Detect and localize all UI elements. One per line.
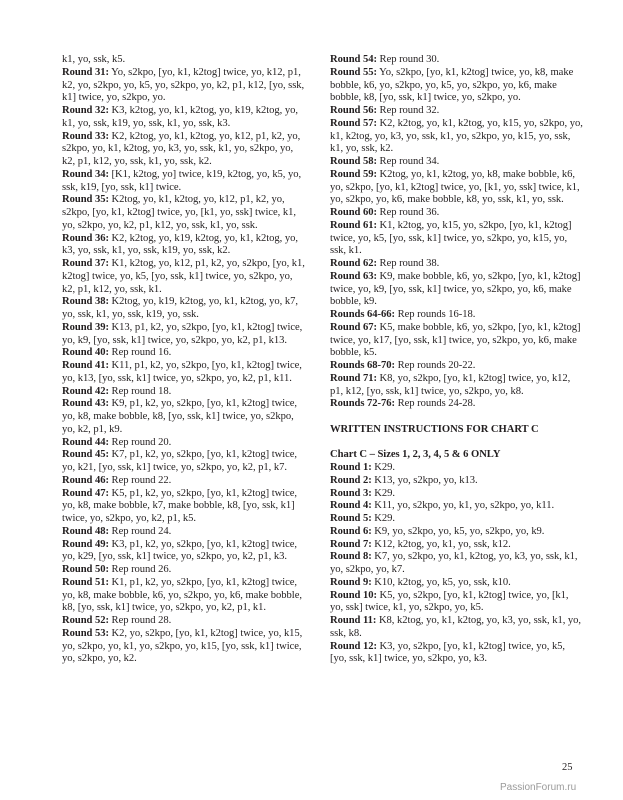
round-label: Round 63: <box>330 270 377 282</box>
round-text: Rep round 36. <box>376 207 440 218</box>
instruction-entry <box>330 271 584 309</box>
round-label: Round 59: <box>330 168 377 180</box>
round-label: Round 37: <box>62 258 109 269</box>
instruction-entry <box>330 207 584 220</box>
round-label: Round 61: <box>330 219 377 231</box>
instruction-entry <box>330 462 584 475</box>
round-text: K29. <box>371 462 395 473</box>
instruction-entry <box>62 194 307 232</box>
round-text: K3, p1, k2, yo, s2kpo, [yo, k1, k2tog] twice, yo, k29, [yo, ssk, k1] twice, yo, s2kpo, yo, k2, p1, k3. <box>62 538 298 563</box>
instruction-entry <box>62 539 307 565</box>
round-label: Round 71: <box>330 372 377 384</box>
round-text: K3, yo, s2kpo, [yo, k1, k2tog] twice, yo, k5, [yo, ssk, k1] twice, yo, s2kpo, yo, k3. <box>330 640 566 665</box>
instruction-entry <box>330 590 584 616</box>
instruction-entry <box>62 322 307 348</box>
left-column <box>62 54 307 666</box>
round-label: Round 7: <box>330 538 372 550</box>
round-label: Round 67: <box>330 321 377 333</box>
instruction-entry <box>330 373 584 399</box>
round-text: K2tog, yo, k19, k2tog, yo, k1, k2tog, yo, k7, yo, ssk, k1, yo, ssk, k19, yo, ssk. <box>62 296 298 320</box>
round-label: Round 47: <box>62 487 109 499</box>
instruction-entry <box>62 577 307 615</box>
instruction-entry <box>62 296 307 322</box>
round-text: K3, k2tog, yo, k1, k2tog, yo, k19, k2tog, yo, k1, yo, ssk, k19, yo, ssk, k1, yo, ssk, k3. <box>62 105 298 129</box>
spacer <box>330 411 584 424</box>
round-label: Round 2: <box>330 474 372 486</box>
round-text: Rep round 38. <box>376 258 440 269</box>
round-label: Round 51: <box>62 576 109 588</box>
round-text: K5, p1, k2, yo, s2kpo, [yo, k1, k2tog] twice, yo, k8, make bobble, k7, make bobble, k8, [yo, ssk, k1] twice, yo, s2kpo, yo, k2, p1, k5. <box>62 487 298 524</box>
instruction-entry <box>330 488 584 501</box>
round-text: K9, make bobble, k6, yo, s2kpo, [yo, k1, k2tog] twice, yo, k9, [yo, ssk, k1] twice, yo, s2kpo, yo, k6, make bobble, k9. <box>330 270 581 308</box>
round-label: Round 45: <box>62 449 109 461</box>
round-label: Round 34: <box>62 168 109 180</box>
round-label: Round 54: <box>330 54 377 65</box>
round-text: K13, yo, s2kpo, yo, k13. <box>371 474 478 486</box>
instruction-entry <box>62 628 307 666</box>
round-label: Round 60: <box>330 207 377 218</box>
instruction-entry <box>330 169 584 207</box>
round-text: K2, k2tog, yo, k1, k2tog, yo, k12, p1, k2, yo, s2kpo, yo, k1, k2tog, yo, k3, yo, ssk, k1, yo, s2kpo, yo, k2, p1, k12, yo, ssk, k1, yo, ssk, k2. <box>62 130 301 167</box>
instruction-entry <box>330 551 584 577</box>
instruction-entry <box>330 322 584 360</box>
round-label: Round 35: <box>62 194 109 206</box>
round-text: K10, k2tog, yo, k5, yo, ssk, k10. <box>371 576 511 588</box>
round-label: Round 56: <box>330 105 377 116</box>
round-text: K2, k2tog, yo, k19, k2tog, yo, k1, k2tog, yo, k3, yo, ssk, k1, yo, ssk, k19, yo, ssk, k2. <box>62 232 298 257</box>
round-label: Round 32: <box>62 105 109 116</box>
instruction-entry <box>62 615 307 628</box>
round-label: Rounds 72-76: <box>330 398 395 410</box>
instruction-entry <box>330 641 584 667</box>
round-label: Round 10: <box>330 589 377 601</box>
round-label: Round 38: <box>62 296 109 308</box>
instruction-entry <box>330 615 584 641</box>
round-text: K1, k2tog, yo, k12, p1, k2, yo, s2kpo, [yo, k1, k2tog] twice, yo, k5, [yo, ssk, k1] twice, yo, s2kpo, yo, k2, p1, k12, yo, ssk, k1. <box>62 258 305 295</box>
round-text: K8, yo, s2kpo, [yo, k1, k2tog] twice, yo, k12, p1, k12, [yo, ssk, k1] twice, yo, s2kpo, yo, k8. <box>330 372 571 397</box>
round-text: k1, yo, ssk, k5. <box>62 54 126 65</box>
round-text: K13, p1, k2, yo, s2kpo, [yo, k1, k2tog] twice, yo, k9, [yo, ssk, k1] twice, yo, s2kpo, yo, k2, p1, k13. <box>62 321 303 346</box>
instruction-entry <box>62 386 307 399</box>
instruction-entry <box>330 156 584 169</box>
round-label: Rounds 68-70: <box>330 360 395 371</box>
page-number: 25 <box>562 762 573 773</box>
round-text: K2, yo, s2kpo, [yo, k1, k2tog] twice, yo, k15, yo, s2kpo, yo, k1, yo, s2kpo, yo, k15, [yo, ssk, k1] twice, yo, s2kpo, yo, k2. <box>62 627 303 665</box>
round-label: Round 39: <box>62 321 109 333</box>
round-label: Round 53: <box>62 627 109 639</box>
instruction-entry <box>330 475 584 488</box>
round-label: Round 42: <box>62 385 109 397</box>
round-label: Round 40: <box>62 347 109 359</box>
round-label: Round 41: <box>62 360 109 371</box>
round-label: Round 8: <box>330 551 372 563</box>
sub-heading: Chart C – Sizes 1, 2, 3, 4, 5 & 6 ONLY <box>330 449 501 461</box>
instruction-entry <box>62 488 307 526</box>
instruction-entry <box>330 577 584 590</box>
round-text: Rep round 16. <box>108 347 172 359</box>
round-label: Round 12: <box>330 640 377 652</box>
round-text: Rep round 26. <box>108 564 172 575</box>
round-label: Round 58: <box>330 156 377 167</box>
instruction-entry <box>330 258 584 271</box>
round-text: K29. <box>371 487 395 499</box>
instruction-entry <box>330 398 584 411</box>
round-text: Rep rounds 16-18. <box>395 309 476 320</box>
instruction-entry <box>330 220 584 258</box>
instruction-entry <box>330 526 584 539</box>
round-text: Rep round 32. <box>376 105 440 116</box>
round-text: K1, p1, k2, yo, s2kpo, [yo, k1, k2tog] twice, yo, k8, make bobble, k6, yo, s2kpo, yo, k6, make bobble, k8, [yo, ssk, k1] twice, yo, s2kpo, yo, k2, p1, k1. <box>62 576 302 614</box>
instruction-entry <box>62 54 307 67</box>
round-label: Round 52: <box>62 615 109 626</box>
round-text: Rep round 34. <box>376 156 440 167</box>
instruction-entry <box>330 500 584 513</box>
round-text: Rep rounds 24-28. <box>395 398 476 410</box>
round-text: K2tog, yo, k1, k2tog, yo, k12, p1, k2, yo, s2kpo, [yo, k1, k2tog] twice, yo, [k1, yo, ssk] twice, k1, yo, s2kpo, yo, k2, p1, k12, yo, ssk, k1, yo, ssk. <box>62 194 296 231</box>
round-text: [K1, k2tog, yo] twice, k19, k2tog, yo, k5, yo, ssk, k19, [yo, ssk, k1] twice. <box>62 168 302 193</box>
instruction-entry <box>62 475 307 488</box>
round-text: Rep round 28. <box>108 615 172 626</box>
round-text: K8, k2tog, yo, k1, k2tog, yo, k3, yo, ssk, k1, yo, ssk, k8. <box>330 615 581 639</box>
instruction-entry <box>62 258 307 296</box>
round-text: Yo, s2kpo, [yo, k1, k2tog] twice, yo, k12, p1, k2, yo, s2kpo, yo, k5, yo, s2kpo, yo, k2, p1, k12, [yo, ssk, k1] twice, yo, s2kpo, yo. <box>62 66 305 104</box>
instruction-entry <box>330 539 584 552</box>
spacer <box>330 437 584 450</box>
round-label: Round 31: <box>62 66 109 78</box>
instruction-entry <box>62 67 307 105</box>
round-text: K2, k2tog, yo, k1, k2tog, yo, k15, yo, s2kpo, yo, k1, k2tog, yo, k3, yo, ssk, k1, yo, s2kpo, yo, k15, yo, ssk, k1, yo, ssk, k2. <box>330 117 583 155</box>
round-text: Rep round 30. <box>376 54 440 65</box>
round-label: Round 11: <box>330 615 377 626</box>
round-text: Rep round 24. <box>108 525 172 537</box>
round-label: Round 3: <box>330 487 372 499</box>
round-text: Yo, s2kpo, [yo, k1, k2tog] twice, yo, k8, make bobble, k6, yo, s2kpo, yo, k5, yo, s2kpo, yo, k6, make bobble, k8, [yo, ssk, k1] twice, yo, s2kpo, yo. <box>330 66 574 104</box>
round-text: K9, yo, s2kpo, yo, k5, yo, s2kpo, yo, k9. <box>371 525 545 537</box>
round-text: Rep round 22. <box>108 474 172 486</box>
watermark: PassionForum.ru <box>500 782 577 793</box>
round-text: K5, make bobble, k6, yo, s2kpo, [yo, k1, k2tog] twice, yo, k17, [yo, ssk, k1] twice, yo, s2kpo, yo, k6, make bobble, k5. <box>330 321 581 359</box>
chart-c-rounds <box>330 462 584 666</box>
round-label: Round 62: <box>330 258 377 269</box>
instruction-entry <box>330 309 584 322</box>
instruction-entry <box>62 449 307 475</box>
round-text: K2tog, yo, k1, k2tog, yo, k8, make bobble, k6, yo, s2kpo, [yo, k1, k2tog] twice, yo, [k1, yo, ssk] twice, k1, yo, s2kpo, yo, k6, make bobble, k8, yo, ssk, k1, yo, ssk. <box>330 168 580 206</box>
instruction-entry <box>62 360 307 386</box>
round-text: K5, yo, s2kpo, [yo, k1, k2tog] twice, yo, [k1, yo, ssk] twice, k1, yo, s2kpo, yo, k5. <box>330 589 569 614</box>
instruction-entry <box>330 54 584 67</box>
round-text: K11, p1, k2, yo, s2kpo, [yo, k1, k2tog] twice, yo, k13, [yo, ssk, k1] twice, yo, s2kpo, yo, k2, p1, k11. <box>62 360 302 384</box>
round-text: K7, yo, s2kpo, yo, k1, k2tog, yo, k3, yo, ssk, k1, yo, s2kpo, yo, k7. <box>330 551 578 575</box>
instruction-entry <box>62 131 307 169</box>
round-label: Round 36: <box>62 232 109 244</box>
round-label: Round 4: <box>330 500 372 512</box>
round-text: K1, k2tog, yo, k15, yo, s2kpo, [yo, k1, k2tog] twice, yo, k5, [yo, ssk, k1] twice, yo, s2kpo, yo, k15, yo, ssk, k1. <box>330 219 572 257</box>
round-text: Rep rounds 20-22. <box>395 360 476 371</box>
instruction-entry <box>62 564 307 577</box>
instruction-entry <box>330 118 584 156</box>
round-label: Round 55: <box>330 66 377 78</box>
round-text: K29. <box>371 513 395 524</box>
round-label: Round 48: <box>62 525 109 537</box>
instruction-entry <box>330 513 584 526</box>
instruction-entry <box>62 526 307 539</box>
round-text: K9, p1, k2, yo, s2kpo, [yo, k1, k2tog] twice, yo, k8, make bobble, k8, [yo, ssk, k1] twice, yo, s2kpo, yo, k2, p1, k9. <box>62 398 298 435</box>
round-label: Round 50: <box>62 564 109 575</box>
instruction-entry <box>62 347 307 360</box>
round-label: Rounds 64-66: <box>330 309 395 320</box>
section-heading: WRITTEN INSTRUCTIONS FOR CHART C <box>330 423 539 435</box>
instruction-entry <box>62 398 307 436</box>
round-label: Round 9: <box>330 576 372 588</box>
round-label: Round 5: <box>330 513 372 524</box>
chart-b-rounds-continued <box>330 54 584 411</box>
round-text: K7, p1, k2, yo, s2kpo, [yo, k1, k2tog] twice, yo, k21, [yo, ssk, k1] twice, yo, s2kpo, yo, k2, p1, k7. <box>62 449 298 473</box>
round-text: Rep round 18. <box>108 385 172 397</box>
instruction-entry <box>62 105 307 131</box>
round-label: Round 49: <box>62 538 109 550</box>
round-label: Round 57: <box>330 117 377 129</box>
instruction-entry <box>62 437 307 450</box>
round-label: Round 44: <box>62 436 109 448</box>
right-column <box>330 54 584 666</box>
instruction-entry <box>62 169 307 195</box>
round-text: K11, yo, s2kpo, yo, k1, yo, s2kpo, yo, k11. <box>371 500 555 512</box>
round-text: K12, k2tog, yo, k1, yo, ssk, k12. <box>371 538 511 550</box>
round-label: Round 43: <box>62 398 109 410</box>
round-label: Round 1: <box>330 462 372 473</box>
round-label: Round 46: <box>62 474 109 486</box>
instruction-entry <box>330 105 584 118</box>
round-label: Round 33: <box>62 130 109 142</box>
round-text: Rep round 20. <box>108 436 172 448</box>
instruction-entry <box>62 233 307 259</box>
instruction-entry <box>330 360 584 373</box>
instruction-entry <box>330 67 584 105</box>
round-label: Round 6: <box>330 525 372 537</box>
